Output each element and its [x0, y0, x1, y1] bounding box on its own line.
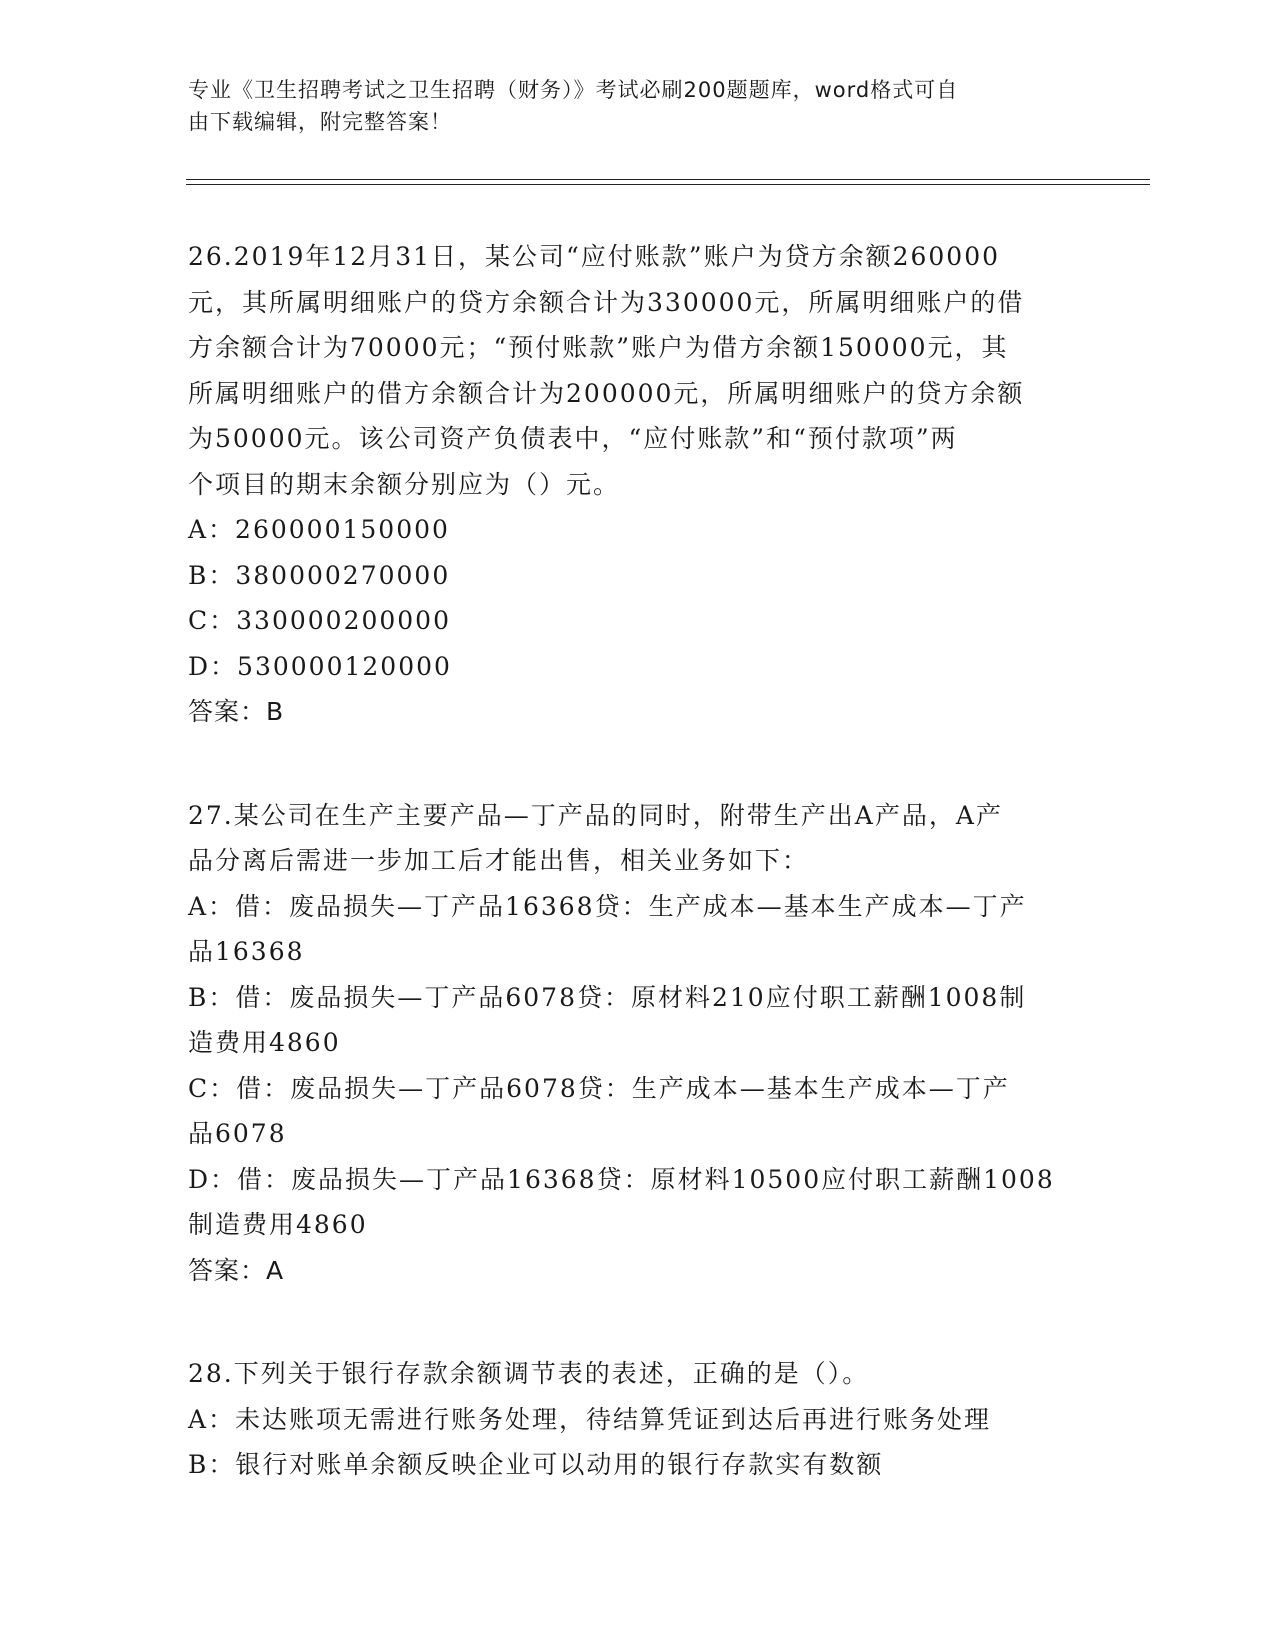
question-26-stem-line-6: 个项目的期末余额分别应为（）元。: [188, 469, 621, 499]
header-divider-top: [186, 179, 1150, 180]
header-title-line-1: 专业《卫生招聘考试之卫生招聘（财务）》考试必刷200题题库，word格式可自: [188, 78, 959, 102]
question-27-answer: 答案：A: [188, 1255, 285, 1285]
question-27-stem-line-2: 品分离后需进一步加工后才能出售，相关业务如下：: [188, 846, 810, 875]
document-header: [188, 74, 1088, 138]
question-26-stem-line-1: 26.2019年12月31日，某公司“应付账款”账户为贷方余额260000: [188, 242, 1001, 271]
question-28-option-a: A：未达账项无需进行账务处理，待结算凭证到达后再进行账务处理: [188, 1404, 992, 1434]
question-26-option-c: C：330000200000: [188, 606, 451, 635]
question-27-option-c-line-1: C：借：废品损失—丁产品6078贷：生产成本—基本生产成本—丁产: [188, 1073, 1010, 1103]
question-27-stem-line-1: 27.某公司在生产主要产品—丁产品的同时，附带生产出A产品，A产: [188, 800, 1003, 830]
header-title-line-2: 由下载编辑，附完整答案！: [188, 110, 452, 134]
question-list: [188, 234, 1088, 1546]
question-26-option-d: D：530000120000: [188, 651, 452, 681]
question-27-option-d-line-2: 制造费用4860: [188, 1210, 368, 1239]
question-27-option-b-line-1: B：借：废品损失—丁产品6078贷：原材料210应付职工薪酬1008制: [188, 982, 1027, 1012]
question-27-option-a-line-1: A：借：废品损失—丁产品16368贷：生产成本—基本生产成本—丁产: [188, 891, 1027, 921]
question-26-option-a: A：260000150000: [188, 515, 450, 544]
question-28: [188, 1351, 1088, 1488]
question-26-stem-line-2: 元，其所属明细账户的贷方余额合计为330000元，所属明细账户的借: [188, 287, 1025, 317]
question-27-option-a-line-2: 品16368: [188, 937, 305, 966]
question-27-option-b-line-2: 造费用4860: [188, 1028, 341, 1057]
question-27: [188, 793, 1088, 1294]
question-28-stem-line-1: 28.下列关于银行存款余额调节表的表述，正确的是（）。: [188, 1359, 870, 1388]
question-27-option-c-line-2: 品6078: [188, 1119, 287, 1148]
question-26-answer: 答案：B: [188, 697, 285, 726]
header-divider-bottom: [186, 184, 1150, 185]
question-26-option-b: B：380000270000: [188, 560, 451, 590]
question-27-option-d-line-1: D：借：废品损失—丁产品16368贷：原材料10500应付职工薪酬1008: [188, 1164, 1055, 1194]
question-26-stem-line-3: 方余额合计为70000元；“预付账款”账户为借方余额150000元，其: [188, 333, 1009, 362]
question-26-stem-line-5: 为50000元。该公司资产负债表中，“应付账款”和“预付款项”两: [188, 424, 958, 453]
question-28-option-b: B：银行对账单余额反映企业可以动用的银行存款实有数额: [188, 1450, 884, 1479]
question-26: [188, 234, 1088, 735]
question-26-stem-line-4: 所属明细账户的借方余额合计为200000元，所属明细账户的贷方余额: [188, 378, 1025, 408]
